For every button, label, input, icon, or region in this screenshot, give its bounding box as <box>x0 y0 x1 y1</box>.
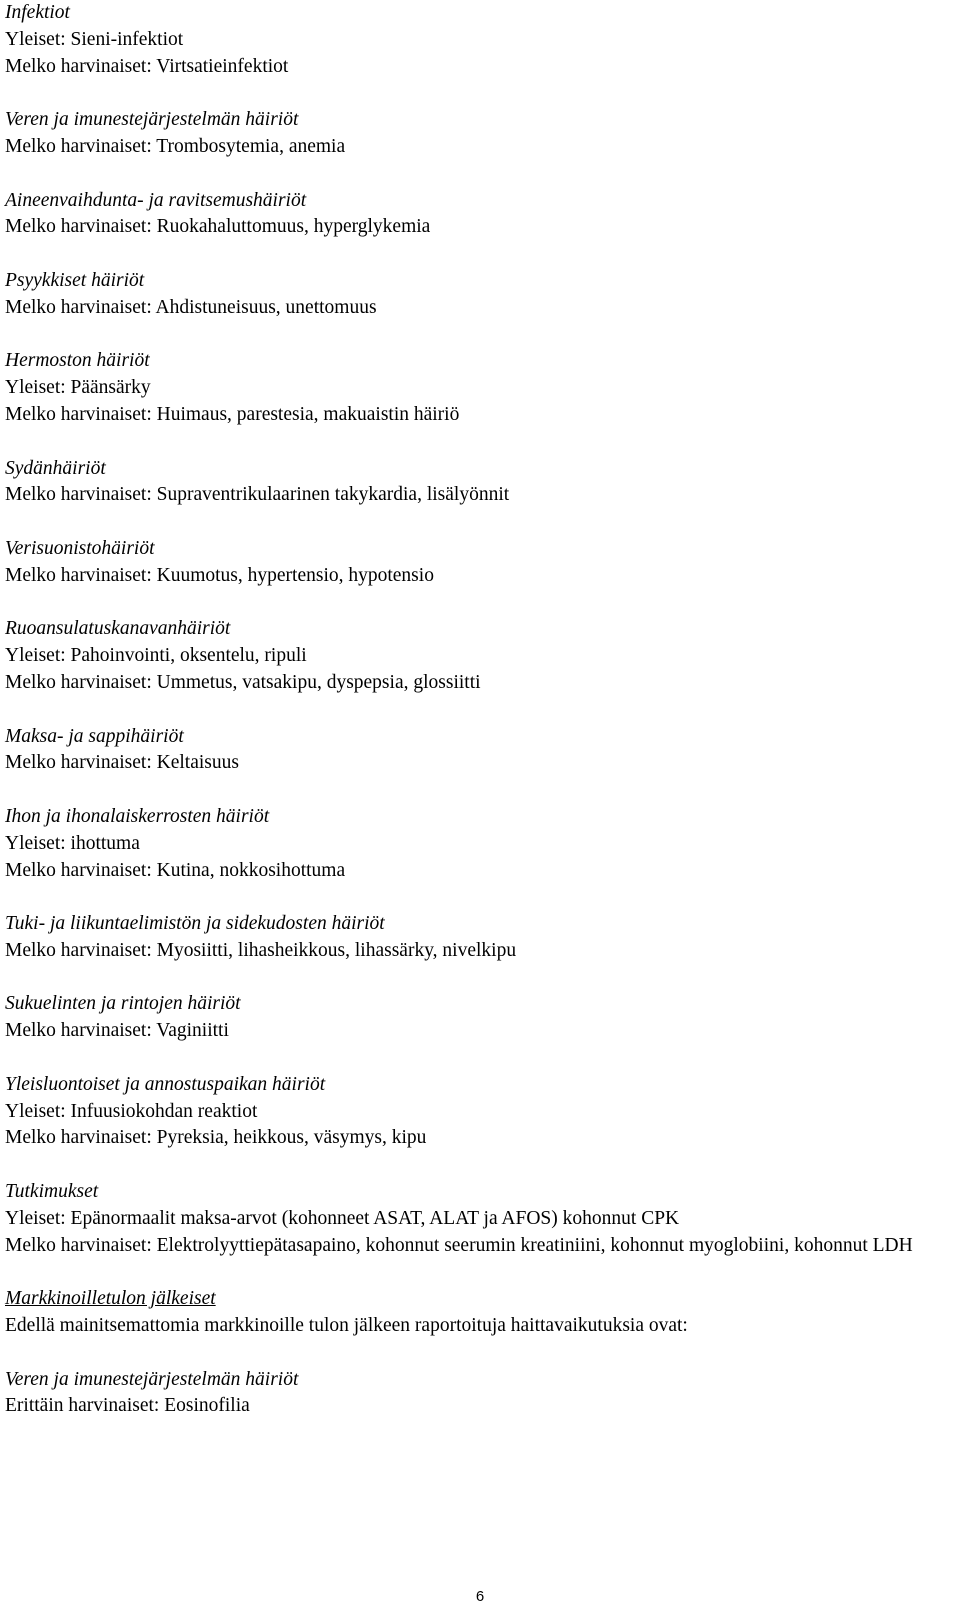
section-maksa-ja-sappihairiot <box>5 724 955 778</box>
section-line: Melko harvinaiset: Ummetus, vatsakipu, dyspepsia, glossiitti <box>5 671 481 693</box>
section-veren-ja-imunestejarjestelman-hairiot-2 <box>5 1367 955 1421</box>
section-heading: Psyykkiset häiriöt <box>5 269 145 291</box>
section-line: Erittäin harvinaiset: Eosinofilia <box>5 1395 250 1417</box>
section-heading: Veren ja imunestejärjestelmän häiriöt <box>5 109 299 131</box>
section-line: Yleiset: Päänsärky <box>5 377 151 399</box>
section-line: Melko harvinaiset: Kuumotus, hypertensio, hypotensio <box>5 564 434 586</box>
section-heading: Hermoston häiriöt <box>5 350 150 372</box>
section-line: Yleiset: Infuusiokohdan reaktiot <box>5 1100 258 1122</box>
section-line: Edellä mainitsemattomia markkinoille tulon jälkeen raportoituja haittavaikutuksia ovat: <box>5 1315 688 1337</box>
section-line: Melko harvinaiset: Myosiitti, lihasheikkous, lihassärky, nivelkipu <box>5 939 517 961</box>
section-yleisluontoiset-hairiot <box>5 1072 955 1152</box>
section-ihon-hairiot <box>5 804 955 884</box>
section-line: Melko harvinaiset: Kutina, nokkosihottuma <box>5 859 346 881</box>
section-heading: Infektiot <box>5 2 70 23</box>
section-line: Yleiset: Pahoinvointi, oksentelu, ripuli <box>5 645 307 667</box>
section-line: Yleiset: ihottuma <box>5 832 140 854</box>
section-infektiot <box>5 0 955 80</box>
section-line: Melko harvinaiset: Elektrolyyttiepätasapaino, kohonnut seerumin kreatiniini, kohonnut myoglobiini, kohonnut LDH <box>5 1234 913 1256</box>
section-heading: Sukuelinten ja rintojen häiriöt <box>5 993 241 1015</box>
section-line: Melko harvinaiset: Virtsatieinfektiot <box>5 55 289 77</box>
section-aineenvaihdunta-hairiot <box>5 188 955 242</box>
section-line: Melko harvinaiset: Huimaus, parestesia, makuaistin häiriö <box>5 403 460 425</box>
section-heading: Tuki- ja liikuntaelimistön ja sidekudosten häiriöt <box>5 913 385 935</box>
section-line: Melko harvinaiset: Trombosytemia, anemia <box>5 135 346 157</box>
section-heading: Maksa- ja sappihäiriöt <box>5 725 184 747</box>
section-markkinoilletulon-jalkeiset <box>5 1286 955 1340</box>
section-line: Melko harvinaiset: Ahdistuneisuus, unettomuus <box>5 296 377 318</box>
section-veren-ja-imunestejarjestelman-hairiot <box>5 107 955 161</box>
section-heading: Verisuonistohäiriöt <box>5 537 155 559</box>
section-heading: Aineenvaihdunta- ja ravitsemushäiriöt <box>5 189 307 211</box>
section-line: Melko harvinaiset: Pyreksia, heikkous, väsymys, kipu <box>5 1127 427 1149</box>
section-verisuonistohairiot <box>5 536 955 590</box>
section-heading: Ihon ja ihonalaiskerrosten häiriöt <box>5 805 270 827</box>
section-line: Yleiset: Epänormaalit maksa-arvot (kohonneet ASAT, ALAT ja AFOS) kohonnut CPK <box>5 1207 680 1229</box>
section-hermoston-hairiot <box>5 348 955 428</box>
section-line: Yleiset: Sieni-infektiot <box>5 28 184 50</box>
document-body <box>5 0 955 1420</box>
page-number: 6 <box>475 1588 485 1605</box>
section-line: Melko harvinaiset: Supraventrikulaarinen takykardia, lisälyönnit <box>5 484 510 506</box>
section-line: Melko harvinaiset: Keltaisuus <box>5 752 239 774</box>
section-heading: Ruoansulatuskanavanhäiriöt <box>5 618 231 640</box>
section-line: Melko harvinaiset: Ruokahaluttomuus, hyperglykemia <box>5 216 431 238</box>
section-heading: Tutkimukset <box>5 1181 99 1203</box>
section-heading: Markkinoilletulon jälkeiset <box>5 1288 216 1310</box>
section-tutkimukset <box>5 1179 955 1259</box>
section-tuki-ja-liikuntaelimisto-hairiot <box>5 911 955 965</box>
section-heading: Yleisluontoiset ja annostuspaikan häiriöt <box>5 1073 326 1095</box>
section-ruoansulatuskanavanhairiot <box>5 616 955 696</box>
section-sukuelinten-hairiot <box>5 991 955 1045</box>
section-line: Melko harvinaiset: Vaginiitti <box>5 1020 229 1042</box>
section-psyykkiset-hairiot <box>5 268 955 322</box>
section-sydanhairiot <box>5 456 955 510</box>
section-heading: Veren ja imunestejärjestelmän häiriöt <box>5 1368 299 1390</box>
section-heading: Sydänhäiriöt <box>5 457 106 479</box>
